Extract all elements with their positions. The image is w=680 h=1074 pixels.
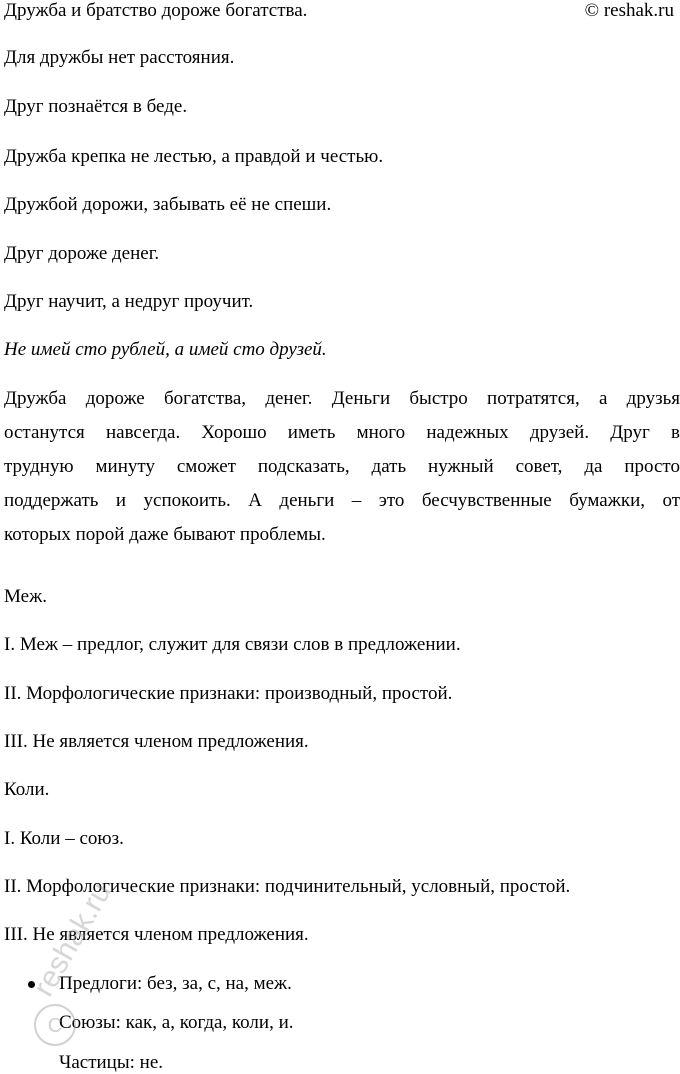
list-item-particles: Частицы: не. [59, 1052, 163, 1073]
essay-line: останутся навсегда. Хорошо иметь много надежных друзей. Друг в [4, 422, 680, 443]
mezh-point-1: I. Меж – предлог, служит для связи слов в предложении. [4, 634, 461, 655]
proverb-line: Друг познаётся в беде. [4, 96, 188, 117]
koli-point-1: I. Коли – союз. [4, 828, 124, 849]
svg-text:C: C [47, 1015, 63, 1037]
watermark-text: reshak.ru [26, 877, 118, 1002]
watermark-logo [0, 870, 180, 1070]
mezh-point-2: II. Морфологические признаки: производный, простой. [4, 683, 453, 704]
essay-line: трудную минуту сможет подсказать, дать нужный совет, да просто [4, 456, 680, 477]
mezh-heading: Меж. [4, 586, 47, 607]
proverb-line: Для дружбы нет расстояния. [4, 47, 235, 68]
proverb-line: Дружба крепка не лестью, а правдой и честью. [4, 146, 384, 167]
essay-line: которых порой даже бывают проблемы. [4, 524, 326, 545]
list-item-conjunctions: Союзы: как, а, когда, коли, и. [59, 1012, 294, 1033]
site-credit: © reshak.ru [584, 0, 674, 21]
proverb-line: Друг дороже денег. [4, 243, 160, 264]
page-title: Дружба и братство дороже богатства. [4, 0, 308, 21]
koli-heading: Коли. [4, 779, 50, 800]
essay-paragraph [4, 388, 680, 558]
koli-point-2: II. Морфологические признаки: подчинительный, условный, простой. [4, 876, 571, 897]
proverb-line: Друг научит, а недруг проучит. [4, 291, 254, 312]
essay-line: поддержать и успокоить. А деньги – это бесчувственные бумажки, от [4, 490, 680, 511]
bullet-icon [28, 981, 35, 988]
koli-point-3: III. Не является членом предложения. [4, 924, 309, 945]
essay-line: Дружба дороже богатства, денег. Деньги быстро потратятся, а друзья [4, 388, 680, 409]
list-item-prepositions: Предлоги: без, за, с, на, меж. [59, 973, 292, 994]
proverb-line: Дружбой дорожи, забывать её не спеши. [4, 194, 332, 215]
italic-proverb: Не имей сто рублей, а имей сто друзей. [4, 339, 327, 360]
mezh-point-3: III. Не является членом предложения. [4, 731, 309, 752]
